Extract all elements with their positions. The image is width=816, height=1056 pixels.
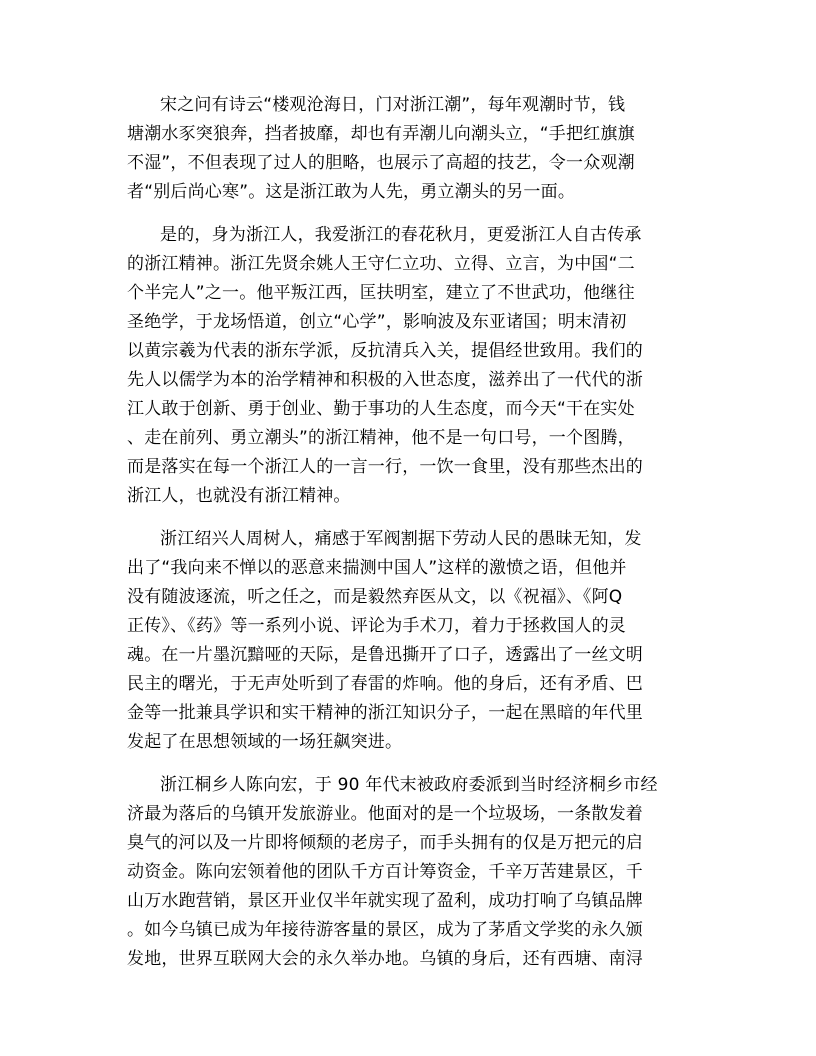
text-line: 金等一批兼具学识和实干精神的浙江知识分子，一起在黑暗的年代里	[127, 703, 643, 723]
text-line: 不湿”，不但表现了过人的胆略，也展示了高超的技艺，令一众观潮	[127, 153, 635, 173]
text-line: 魂。在一片墨沉黯哑的天际，是鲁迅撕开了口子，透露出了一丝文明	[127, 645, 643, 665]
text-line: 出了“我向来不惮以的恶意来揣测中国人”这样的激愤之语，但他并	[127, 558, 627, 578]
article-body	[127, 91, 687, 988]
paragraph-2	[127, 221, 687, 511]
text-line: 发起了在思想领域的一场狂飙突进。	[127, 732, 403, 752]
text-line: 正传》、《药》等一系列小说、评论为手术刀，着力于拯救国人的灵	[127, 616, 626, 636]
text-line: 江人敢于创新、勇于创业、勤于事功的人生态度，而今天“干在实处	[127, 399, 635, 419]
text-line: 臭气的河以及一片即将倾颓的老房子，而手头拥有的仅是万把元的启	[127, 833, 643, 853]
text-line: 浙江桐乡人陈向宏，于 90 年代末被政府委派到当时经济桐乡市经	[160, 775, 658, 795]
text-line: 而是落实在每一个浙江人的一言一行，一饮一食里，没有那些杰出的	[127, 457, 643, 477]
text-line: 动资金。陈向宏领着他的团队千方百计筹资金，千辛万苦建景区，千	[127, 862, 643, 882]
paragraph-1	[127, 91, 687, 207]
text-line: 是的，身为浙江人，我爱浙江的春花秋月，更爱浙江人自古传承	[160, 225, 642, 245]
paragraph-4	[127, 771, 687, 974]
text-line: 。如今乌镇已成为年接待游客量的景区，成为了茅盾文学奖的永久颁	[127, 920, 643, 940]
text-line: 以黄宗羲为代表的浙东学派，反抗清兵入关，提倡经世致用。我们的	[127, 341, 643, 361]
text-line: 浙江绍兴人周树人，痛感于军阀割据下劳动人民的愚昧无知，发	[160, 529, 642, 549]
text-line: 个半完人”之一。他平叛江西，匡扶明室，建立了不世武功，他继往	[127, 283, 635, 303]
text-line: 民主的曙光，于无声处听到了春雷的炸响。他的身后，还有矛盾、巴	[127, 674, 643, 694]
paragraph-3	[127, 525, 687, 757]
text-line: 发地，世界互联网大会的永久举办地。乌镇的身后，还有西塘、南浔	[127, 949, 643, 969]
text-line: 、走在前列、勇立潮头”的浙江精神，他不是一句口号，一个图腾，	[127, 428, 635, 448]
text-line: 者“别后尚心寒”。这是浙江敢为人先，勇立潮头的另一面。	[127, 182, 576, 202]
text-line: 圣绝学，于龙场悟道，创立“心学”，影响波及东亚诸国；明末清初	[127, 312, 627, 332]
text-line: 先人以儒学为本的治学精神和积极的入世态度，滋养出了一代代的浙	[127, 370, 643, 390]
text-line: 宋之问有诗云“楼观沧海日，门对浙江潮”，每年观潮时节，钱	[160, 95, 626, 115]
text-line: 济最为落后的乌镇开发旅游业。他面对的是一个垃圾场，一条散发着	[127, 804, 643, 824]
text-line: 没有随波逐流，听之任之，而是毅然弃医从文，以《祝福》、《阿Q	[127, 587, 623, 607]
text-line: 山万水跑营销，景区开业仅半年就实现了盈利，成功打响了乌镇品牌	[127, 891, 643, 911]
text-line: 浙江人，也就没有浙江精神。	[127, 486, 351, 506]
text-line: 塘潮水豕突狼奔，挡者披靡，却也有弄潮儿向潮头立，“手把红旗旗	[127, 124, 635, 144]
text-line: 的浙江精神。浙江先贤余姚人王守仁立功、立得、立言，为中国“二	[127, 254, 635, 274]
